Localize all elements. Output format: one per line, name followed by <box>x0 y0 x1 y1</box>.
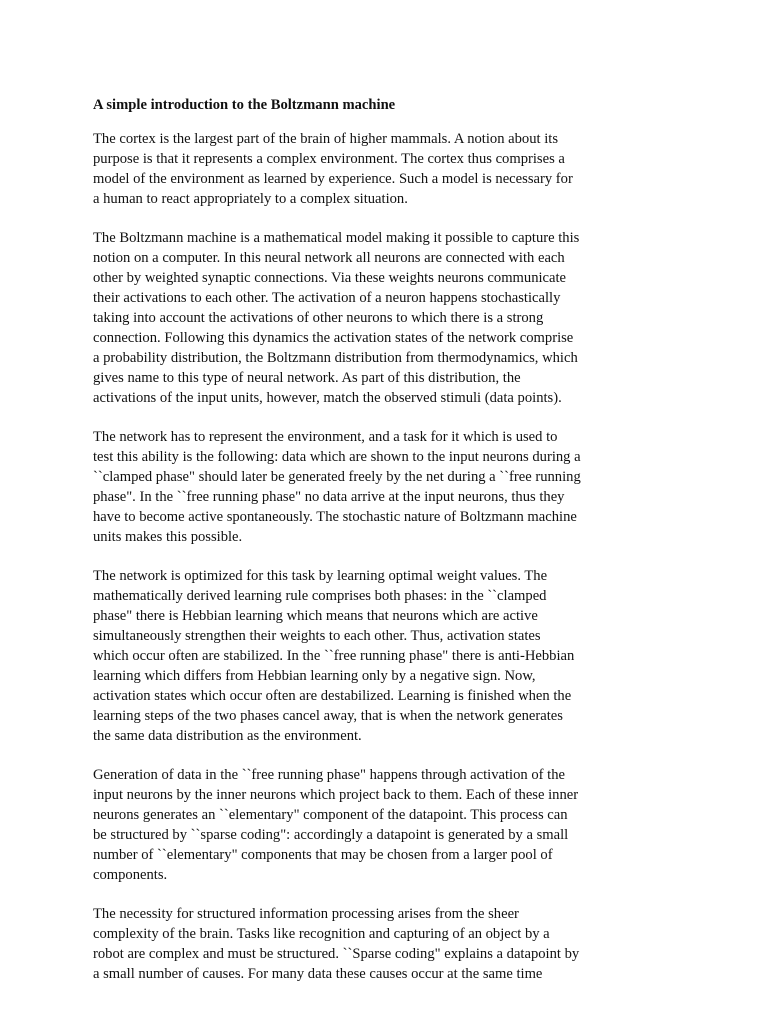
text-line: test this ability is the following: data which are shown to the input neurons during a <box>93 449 581 465</box>
text-line: a human to react appropriately to a complex situation. <box>93 191 408 207</box>
text-line: the same data distribution as the environment. <box>93 728 362 744</box>
text-line: activations of the input units, however, match the observed stimuli (data points). <box>93 390 562 406</box>
paragraph <box>93 427 683 547</box>
text-line: robot are complex and must be structured. ``Sparse coding" explains a datapoint by <box>93 946 580 962</box>
document-body <box>93 95 683 1003</box>
text-line: learning steps of the two phases cancel away, that is when the network generates <box>93 708 563 724</box>
text-line: units makes this possible. <box>93 529 243 545</box>
text-line: number of ``elementary" components that may be chosen from a larger pool of <box>93 847 553 863</box>
paragraph <box>93 904 683 984</box>
text-line: purpose is that it represents a complex environment. The cortex thus comprises a <box>93 151 565 167</box>
paragraph <box>93 765 683 885</box>
text-line: taking into account the activations of other neurons to which there is a strong <box>93 310 544 326</box>
text-line: The network is optimized for this task by learning optimal weight values. The <box>93 568 548 584</box>
text-line: complexity of the brain. Tasks like recognition and capturing of an object by a <box>93 926 550 942</box>
text-line: be structured by ``sparse coding": accordingly a datapoint is generated by a small <box>93 827 569 843</box>
text-line: phase" there is Hebbian learning which means that neurons which are active <box>93 608 538 624</box>
text-line: ``clamped phase" should later be generated freely by the net during a ``free running <box>93 469 581 485</box>
text-line: The necessity for structured information processing arises from the sheer <box>93 906 519 922</box>
text-line: mathematically derived learning rule comprises both phases: in the ``clamped <box>93 588 547 604</box>
text-line: neurons generates an ``elementary" component of the datapoint. This process can <box>93 807 568 823</box>
text-line: input neurons by the inner neurons which project back to them. Each of these inner <box>93 787 579 803</box>
text-line: a small number of causes. For many data these causes occur at the same time <box>93 966 543 982</box>
paragraph <box>93 566 683 746</box>
text-line: other by weighted synaptic connections. Via these weights neurons communicate <box>93 270 567 286</box>
text-line: The cortex is the largest part of the brain of higher mammals. A notion about its <box>93 131 559 147</box>
text-line: learning which differs from Hebbian learning only by a negative sign. Now, <box>93 668 536 684</box>
text-line: phase". In the ``free running phase" no data arrive at the input neurons, thus they <box>93 489 565 505</box>
paragraph <box>93 228 683 408</box>
text-line: notion on a computer. In this neural network all neurons are connected with each <box>93 250 565 266</box>
text-line: Generation of data in the ``free running phase" happens through activation of the <box>93 767 565 783</box>
text-line: connection. Following this dynamics the activation states of the network comprise <box>93 330 574 346</box>
text-line: The Boltzmann machine is a mathematical model making it possible to capture this <box>93 230 580 246</box>
text-line: have to become active spontaneously. The stochastic nature of Boltzmann machine <box>93 509 577 525</box>
text-line: activation states which occur often are destabilized. Learning is finished when the <box>93 688 572 704</box>
text-line: which occur often are stabilized. In the ``free running phase" there is anti-Hebbian <box>93 648 575 664</box>
text-line: components. <box>93 867 168 883</box>
text-line: a probability distribution, the Boltzmann distribution from thermodynamics, which <box>93 350 578 366</box>
text-line: model of the environment as learned by experience. Such a model is necessary for <box>93 171 573 187</box>
text-line: simultaneously strengthen their weights to each other. Thus, activation states <box>93 628 541 644</box>
document-title: A simple introduction to the Boltzmann machine <box>93 97 396 113</box>
paragraph-list <box>93 129 683 984</box>
text-line: their activations to each other. The activation of a neuron happens stochastically <box>93 290 561 306</box>
text-line: The network has to represent the environment, and a task for it which is used to <box>93 429 558 445</box>
text-line: gives name to this type of neural network. As part of this distribution, the <box>93 370 521 386</box>
paragraph <box>93 129 683 209</box>
